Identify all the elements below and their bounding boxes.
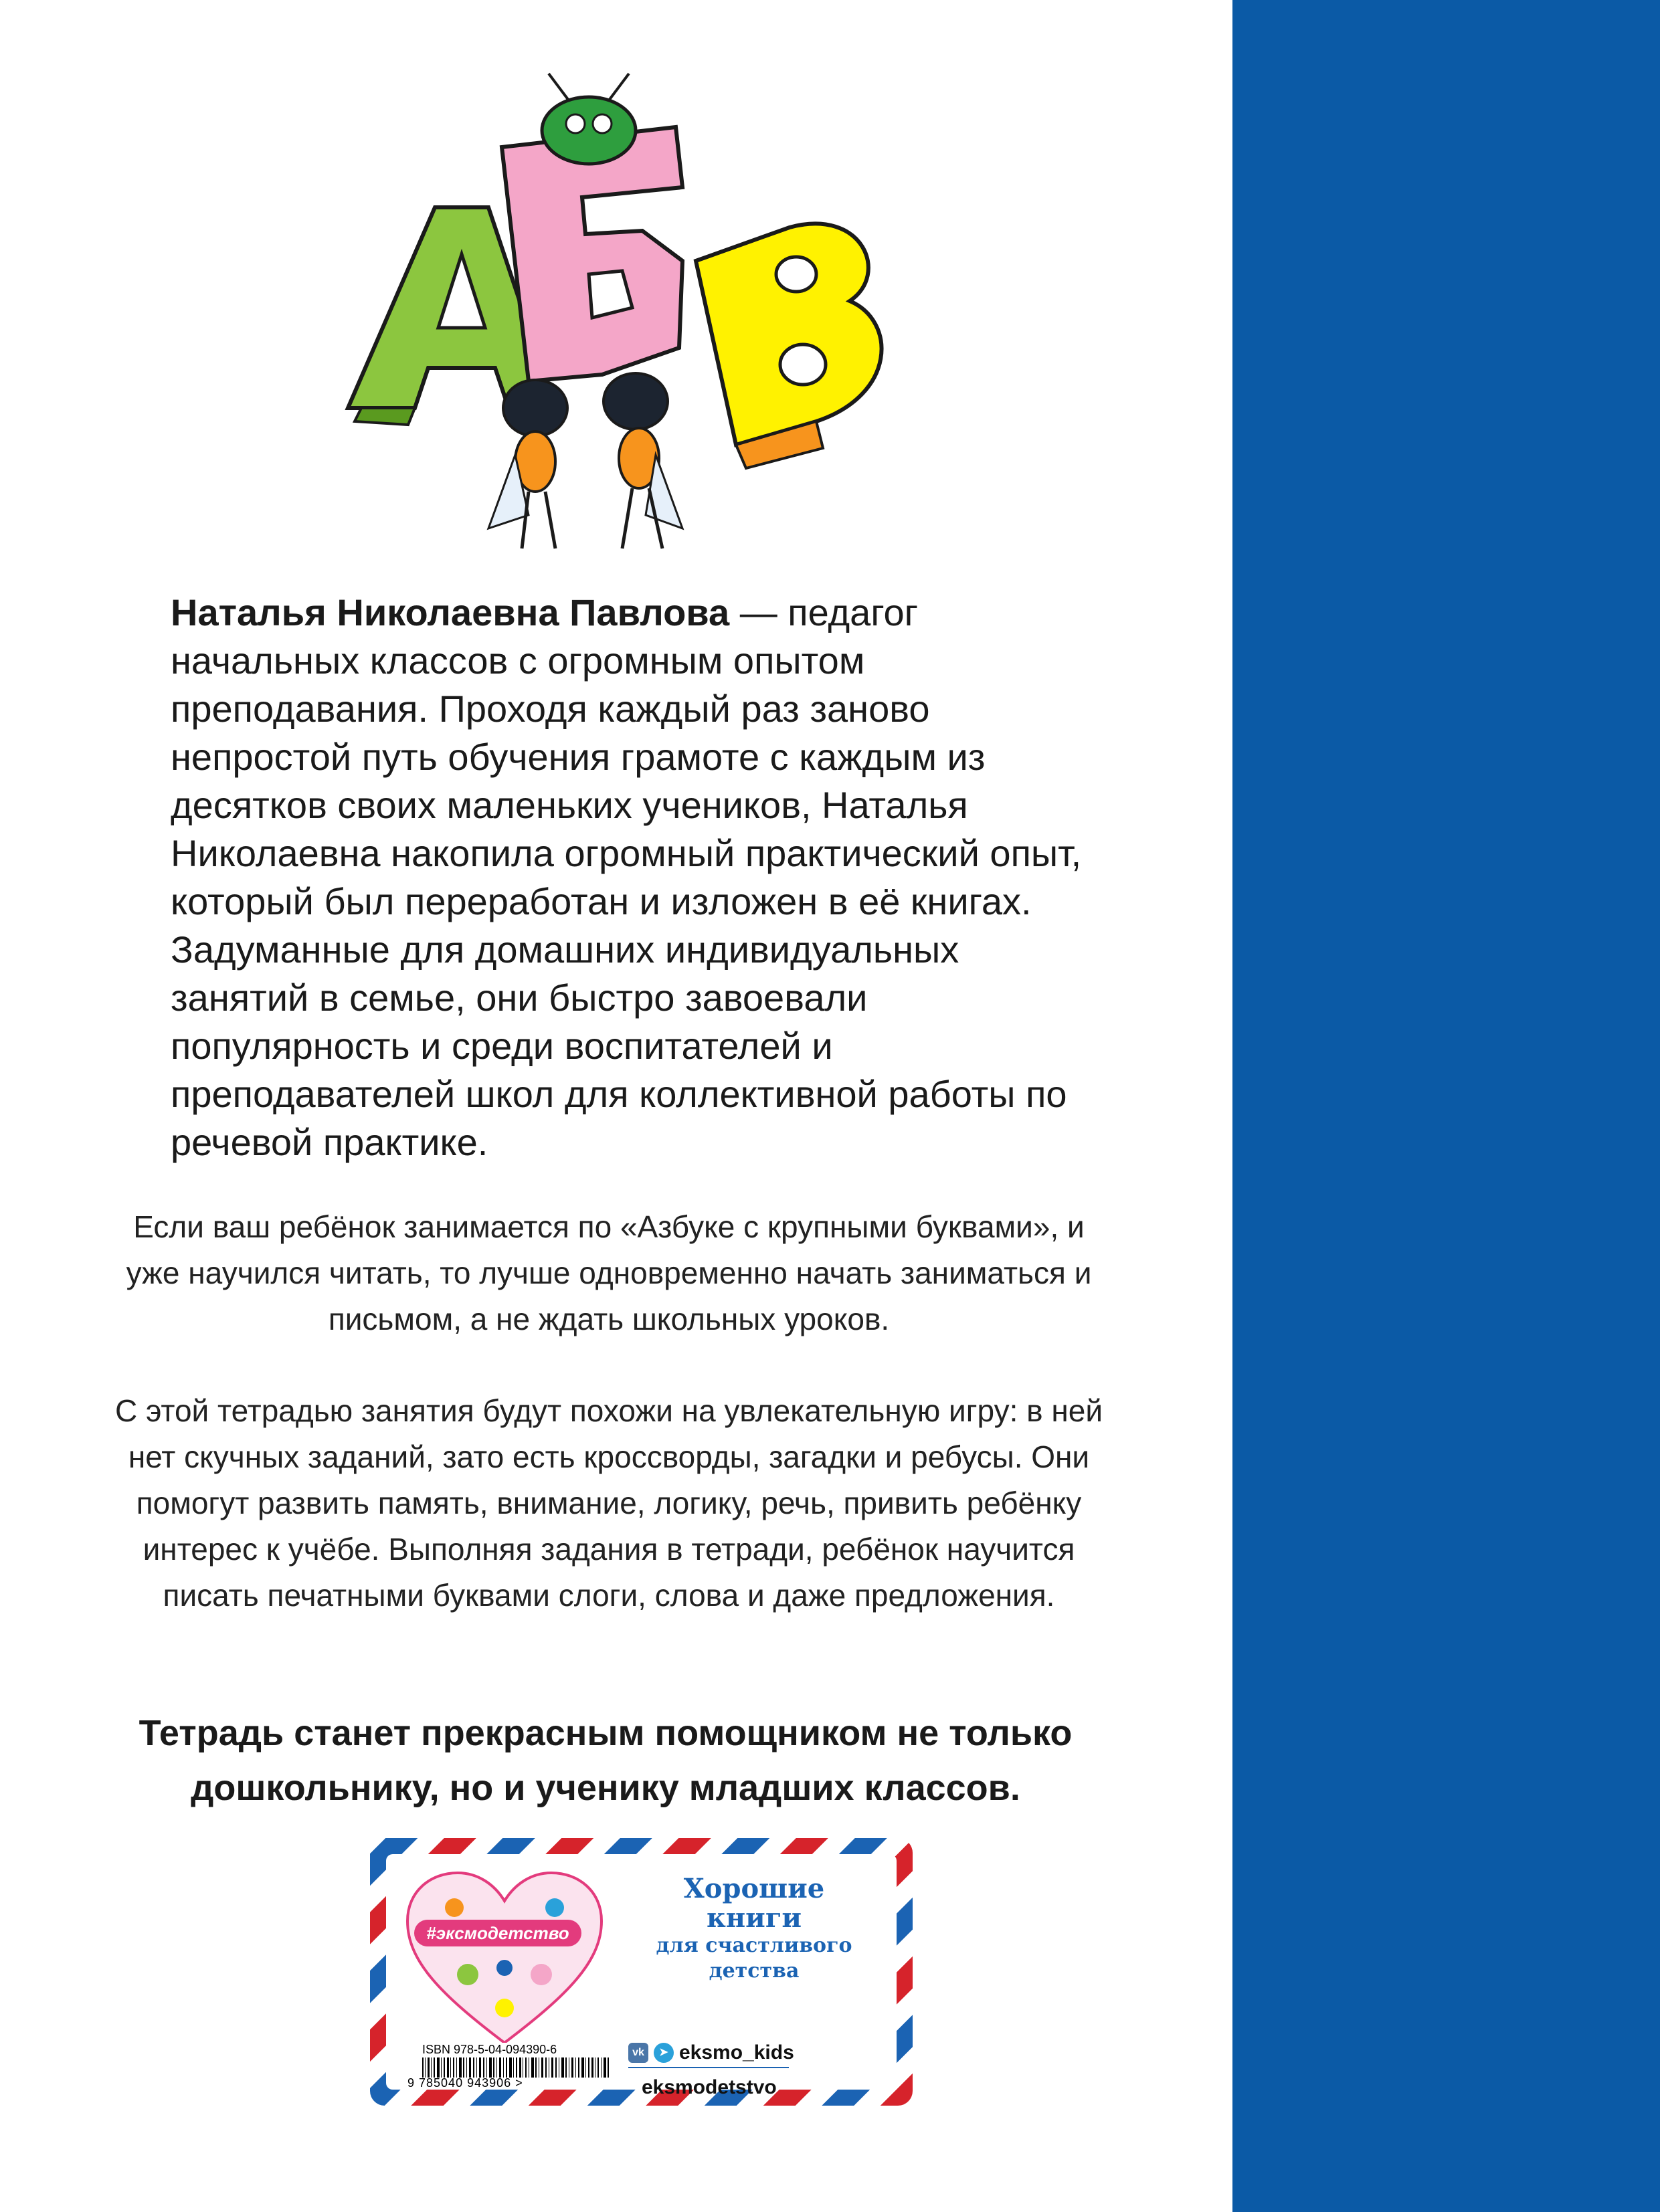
slogan-line-3: для счастливого [656,1934,852,1957]
barcode-icon [422,2057,610,2078]
publisher-card-inner [386,1854,897,2098]
description-paragraph-2: С этой тетрадью занятия будут похожи на увлекательную игру: в ней нет скучных заданий, зато есть кроссворды, загадки и ребусы. Они помогут развить память, внимание, логику, речь, привить ребёнку интерес к учёбе. Выполняя задания в тетради, ребёнок научится писать печатными буквами слоги, слова и даже предложения. [114,1393,1103,1613]
letter-v [696,223,881,468]
author-bio [171,589,1107,1167]
author-bio-text: — педагог начальных классов с огромным опытом преподавания. Проходя каждый раз заново непростой путь обучения грамоте с каждым из десятков своих маленьких учеников, Наталья Николаевна накопила огромный практический опыт, который был переработан и изложен в её книгах. Задуманные для домашних индивидуальных занятий в семье, они быстро завоевали популярность и среди воспитателей и преподавателей школ для коллективной работы по речевой практике. [171,591,1082,1163]
isbn-text: ISBN 978-5-04-094390-6 [422,2043,557,2056]
publisher-slogan [627,1874,881,1984]
slogan-line-2: книги [706,1902,802,1934]
publisher-card [370,1838,913,2106]
slogan-line-4: детства [709,1959,800,1983]
social-divider [628,2067,789,2068]
social-handle-kids: eksmo_kids [679,2041,794,2064]
social-handle-detstvo: eksmodetstvo [642,2076,777,2098]
blue-spine [1232,0,1660,2212]
abc-illustration [335,60,910,569]
author-name: Наталья Николаевна Павлова [171,591,730,633]
social-block [628,2039,896,2067]
hashtag-badge: #эксмодетство [414,1920,581,1946]
vk-icon: vk [628,2043,648,2063]
description-paragraph-1: Если ваш ребёнок занимается по «Азбуке с крупными буквами», и уже научился читать, то лучше одновременно начать заниматься и письмом, а не ждать школьных уроков. [126,1209,1092,1336]
heart-icon [401,1868,608,2048]
barcode-area [402,2043,614,2090]
social-row-kids [628,2039,896,2067]
barcode-digits: 9 785040 943906 > [407,2076,523,2090]
green-beetle-icon [542,74,636,164]
bee-left-icon [488,380,567,548]
slogan-line-1: Хорошие [683,1873,825,1904]
telegram-icon: ➤ [654,2043,674,2063]
summary-note: Тетрадь станет прекрасным помощником не только дошкольнику, но и ученику младших классов. [139,1713,1073,1808]
bee-right-icon [604,373,682,548]
